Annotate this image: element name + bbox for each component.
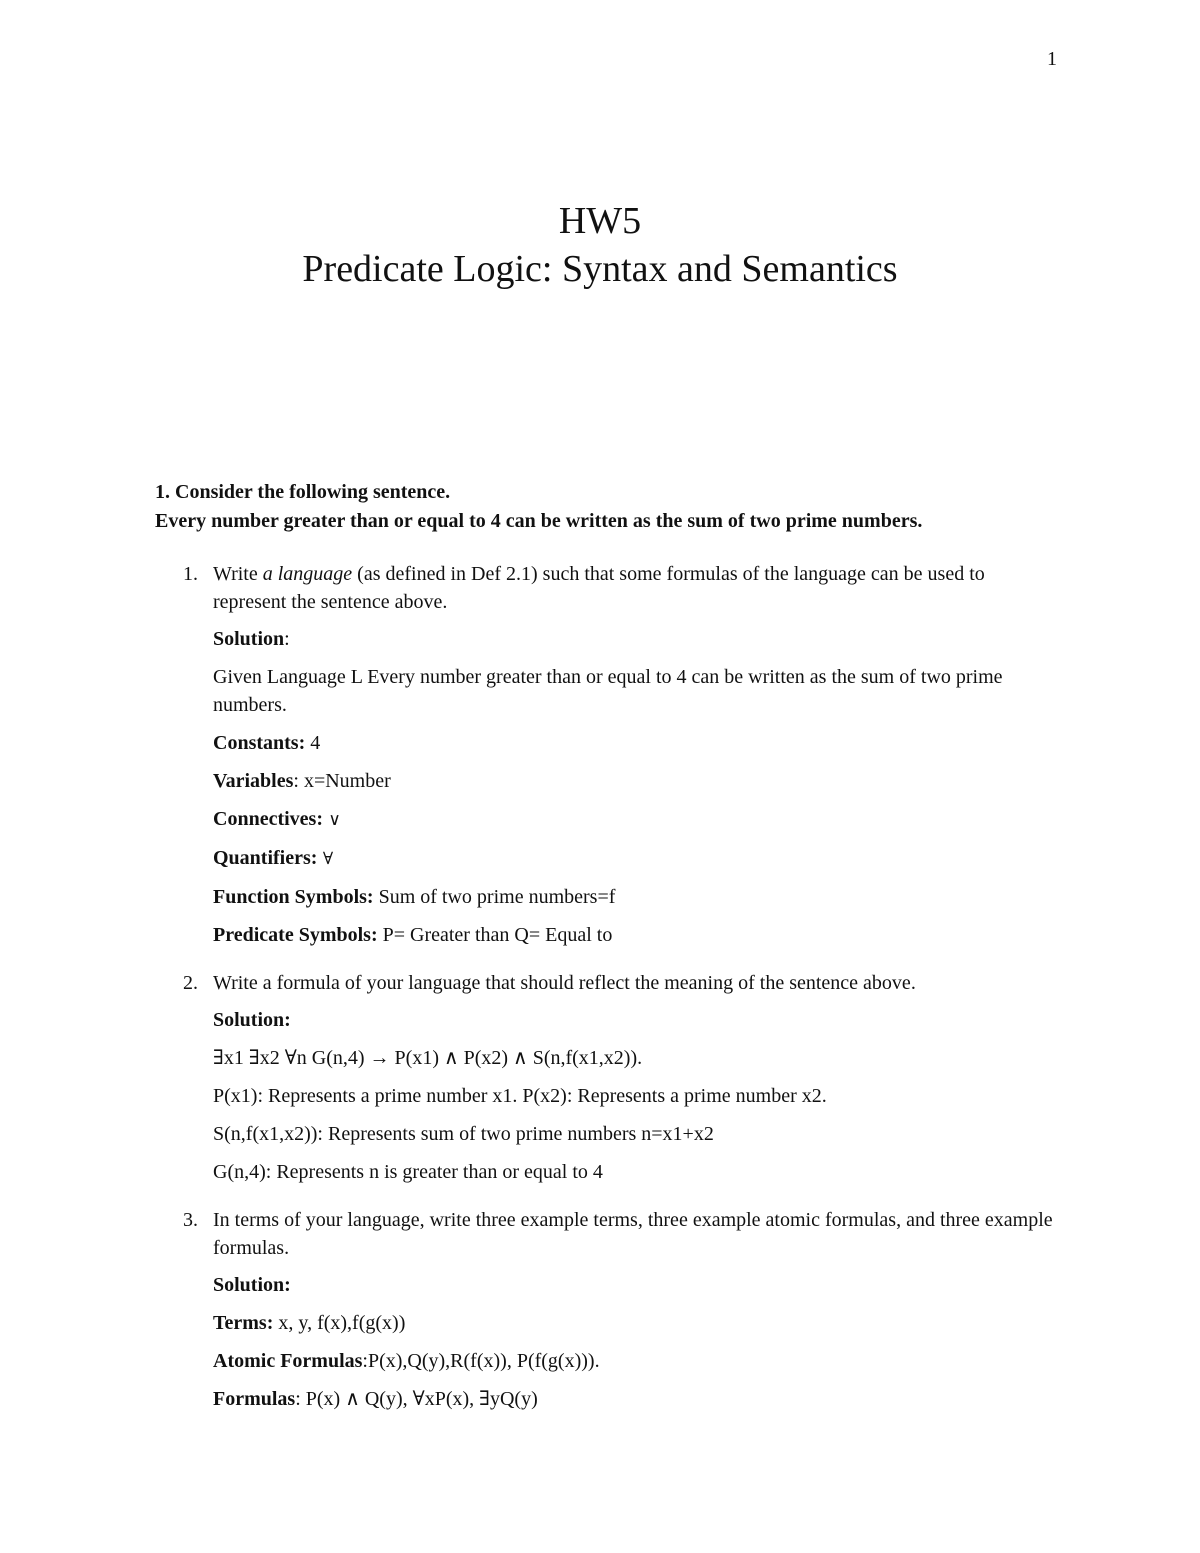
page-subtitle: Predicate Logic: Syntax and Semantics	[302, 248, 898, 290]
solution-label: Solution:	[213, 1009, 291, 1031]
question-item-3	[155, 1206, 1055, 1413]
page-title: HW5	[558, 200, 642, 242]
atomic-formulas-label: Atomic Formulas	[213, 1350, 363, 1372]
quantifiers-label: Quantifiers:	[213, 847, 318, 869]
question-text: In terms of your language, write three example terms, three example atomic formulas, and three example formulas.	[213, 1209, 1053, 1259]
variables-label: Variables	[213, 770, 294, 792]
terms-value: x, y, f(x),f(g(x))	[273, 1312, 406, 1334]
solution-label	[213, 625, 1055, 653]
formula-line: ∃x1 ∃x2 ∀n G(n,4) → P(x1) ∧ P(x2) ∧ S(n,f(x1,x2)).	[213, 1047, 643, 1069]
problem-sentence: Every number greater than or equal to 4 can be written as the sum of two prime numbers.	[155, 510, 923, 532]
title-block	[0, 198, 1200, 294]
constants-label: Constants:	[213, 732, 306, 754]
connectives-label: Connectives:	[213, 808, 323, 830]
formulas-value: : P(x) ∧ Q(y), ∀xP(x), ∃yQ(y)	[295, 1388, 538, 1410]
function-symbols-value: Sum of two prime numbers=f	[373, 886, 616, 908]
atomic-formulas-value: :P(x),Q(y),R(f(x)), P(f(g(x))).	[362, 1350, 600, 1372]
quantifiers-value: ∀	[317, 849, 334, 869]
question-text	[213, 560, 1055, 616]
predicate-symbols-value: P= Greater than Q= Equal to	[377, 924, 613, 946]
item-number: 1.	[183, 563, 198, 585]
predicate-symbols-line	[213, 921, 1055, 949]
question-item-2	[155, 969, 1055, 1186]
explanation-line-1: P(x1): Represents a prime number x1. P(x2): Represents a prime number x2.	[213, 1085, 827, 1107]
terms-line	[213, 1309, 1055, 1337]
quantifiers-line	[213, 844, 1055, 873]
question-text-part: Write	[213, 563, 263, 585]
problem-heading: 1. Consider the following sentence.	[155, 481, 451, 503]
item-number: 3.	[183, 1209, 198, 1231]
solution-label-text: Solution	[213, 628, 285, 650]
solution-colon: :	[284, 628, 290, 650]
connectives-line	[213, 805, 1055, 834]
page-number: 1	[1047, 48, 1057, 70]
connectives-value: ∨	[322, 810, 341, 830]
explanation-line-2: S(n,f(x1,x2)): Represents sum of two prime numbers n=x1+x2	[213, 1123, 714, 1145]
constants-line	[213, 729, 1055, 757]
question-text: Write a formula of your language that should reflect the meaning of the sentence above.	[213, 972, 916, 994]
variables-line	[213, 767, 1055, 795]
question-emphasis: a language	[262, 563, 353, 585]
predicate-symbols-label: Predicate Symbols:	[213, 924, 378, 946]
problem-heading-block	[155, 478, 1115, 536]
function-symbols-line	[213, 883, 1055, 911]
explanation-line-3: G(n,4): Represents n is greater than or equal to 4	[213, 1161, 603, 1183]
terms-label: Terms:	[213, 1312, 274, 1334]
solution-label: Solution:	[213, 1274, 291, 1296]
question-item-1	[155, 560, 1055, 949]
formulas-label: Formulas	[213, 1388, 296, 1410]
item-number: 2.	[183, 972, 198, 994]
constants-value: 4	[305, 732, 321, 754]
function-symbols-label: Function Symbols:	[213, 886, 374, 908]
question-text-part: (as defined in Def 2.1) such that some formulas of the language can be used to represent the sentence above.	[213, 563, 985, 613]
given-language: Given Language L Every number greater than or equal to 4 can be written as the sum of two prime numbers.	[213, 666, 1003, 716]
variables-value: : x=Number	[293, 770, 391, 792]
formulas-line	[213, 1385, 1055, 1413]
question-list	[155, 560, 1055, 1423]
atomic-formulas-line	[213, 1347, 1055, 1375]
